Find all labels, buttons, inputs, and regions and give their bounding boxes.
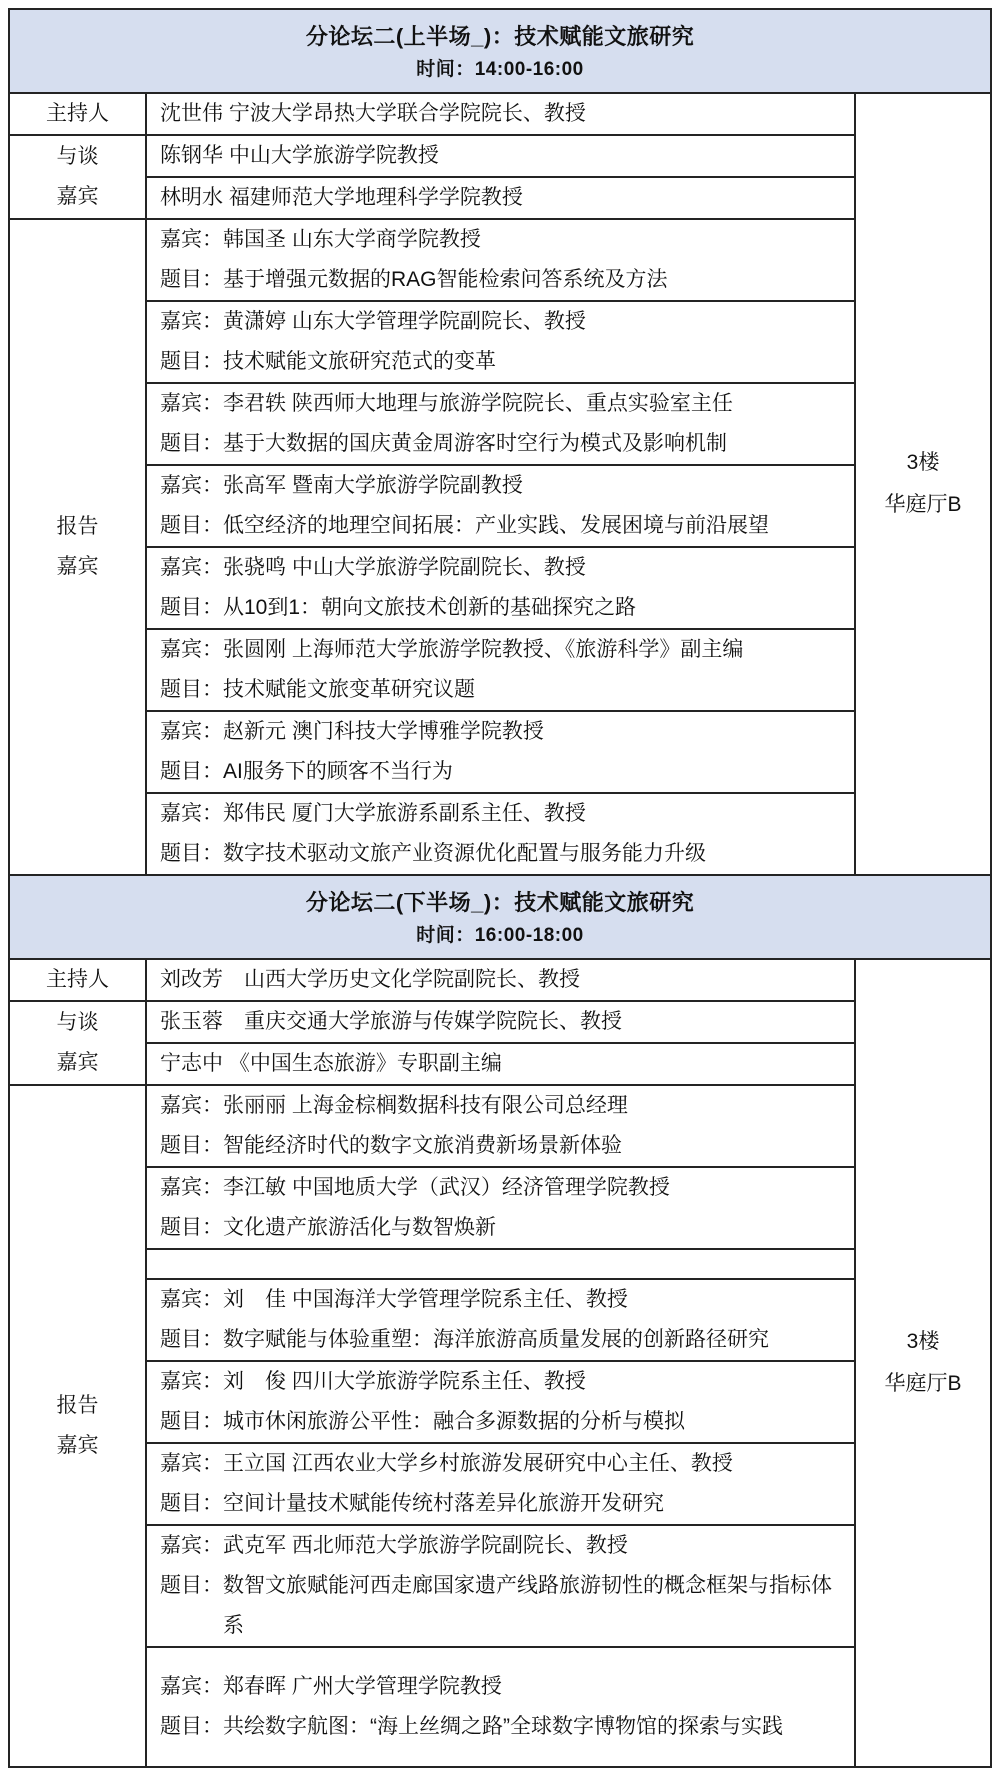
topic-prefix: 题目： [160, 350, 223, 373]
report-row [9, 629, 991, 711]
topic-text: 空间计量技术赋能传统村落差异化旅游开发研究 [223, 1492, 664, 1515]
report-row [9, 1647, 991, 1767]
guest-line [160, 220, 846, 260]
host-cell: 沈世伟 宁波大学昂热大学联合学院院长、教授 [146, 93, 855, 135]
guest-prefix: 嘉宾： [160, 310, 223, 333]
section-header-row [9, 875, 991, 959]
topic-line [160, 588, 846, 628]
topic-prefix: 题目： [160, 1216, 223, 1239]
label-line: 嘉宾 [56, 555, 99, 578]
topic-prefix: 题目： [160, 268, 223, 291]
topic-prefix: 题目： [160, 1574, 223, 1597]
topic-text: 技术赋能文旅变革研究议题 [223, 678, 475, 701]
report-cell [146, 301, 855, 383]
topic-text: 文化遗产旅游活化与数智焕新 [223, 1216, 496, 1239]
guest-name: 张圆刚 上海师范大学旅游学院教授、《旅游科学》副主编 [223, 638, 744, 661]
discussant-row [9, 1043, 991, 1085]
guest-line [160, 1280, 846, 1320]
report-cell [146, 1085, 855, 1167]
discussant-row [9, 177, 991, 219]
topic-line [160, 1126, 846, 1166]
section-time: 时间：16:00-18:00 [416, 925, 584, 946]
empty-report-cell [146, 1249, 855, 1279]
topic-line [160, 260, 846, 300]
discussant-cell: 陈钢华 中山大学旅游学院教授 [146, 135, 855, 177]
location-cell [855, 93, 991, 875]
guest-line [160, 1444, 846, 1484]
section-header [9, 875, 991, 959]
program-page [8, 8, 990, 1768]
host-cell: 刘改芳 山西大学历史文化学院副院长、教授 [146, 959, 855, 1001]
label-line: 报告 [56, 1394, 99, 1417]
location-room: 华庭厅B [884, 493, 962, 516]
guest-line [160, 1168, 846, 1208]
report-row [9, 547, 991, 629]
guest-prefix: 嘉宾： [160, 1675, 223, 1698]
location-floor: 3楼 [906, 451, 940, 474]
topic-prefix: 题目： [160, 760, 223, 783]
topic-text: 数智文旅赋能河西走廊国家遗产线路旅游韧性的概念框架与指标体系 [223, 1574, 832, 1637]
topic-text: 从10到1：朝向文旅技术创新的基础探究之路 [223, 596, 637, 619]
guest-line [160, 466, 846, 506]
location-cell [855, 959, 991, 1767]
guest-prefix: 嘉宾： [160, 556, 223, 579]
section-header [9, 9, 991, 93]
guest-line [160, 1362, 846, 1402]
topic-text: 数字赋能与体验重塑：海洋旅游高质量发展的创新路径研究 [223, 1328, 769, 1351]
topic-text: 共绘数字航图：“海上丝绸之路”全球数字博物馆的探索与实践 [223, 1715, 783, 1738]
guest-line [160, 1667, 846, 1707]
topic-line [160, 1566, 846, 1646]
guest-name: 郑伟民 厦门大学旅游系副系主任、教授 [223, 802, 586, 825]
host-label: 主持人 [9, 959, 146, 1001]
guest-name: 李君轶 陕西师大地理与旅游学院院长、重点实验室主任 [223, 392, 733, 415]
report-row [9, 219, 991, 301]
topic-text: 城市休闲旅游公平性：融合多源数据的分析与模拟 [223, 1410, 685, 1433]
guest-prefix: 嘉宾： [160, 720, 223, 743]
report-row [9, 301, 991, 383]
guest-name: 刘 佳 中国海洋大学管理学院系主任、教授 [223, 1288, 628, 1311]
topic-prefix: 题目： [160, 1134, 223, 1157]
guest-name: 赵新元 澳门科技大学博雅学院教授 [223, 720, 544, 743]
report-cell [146, 1647, 855, 1767]
section-title: 分论坛二(上半场_)：技术赋能文旅研究 [305, 24, 695, 49]
guest-line [160, 794, 846, 834]
topic-prefix: 题目： [160, 678, 223, 701]
guest-line [160, 712, 846, 752]
report-row [9, 1525, 991, 1647]
discussant-row [9, 135, 991, 177]
discussant-row [9, 1001, 991, 1043]
topic-line [160, 1484, 846, 1524]
guest-name: 黄潇婷 山东大学管理学院副院长、教授 [223, 310, 586, 333]
report-row [9, 465, 991, 547]
guest-prefix: 嘉宾： [160, 228, 223, 251]
guest-name: 武克军 西北师范大学旅游学院副院长、教授 [223, 1534, 628, 1557]
report-cell [146, 711, 855, 793]
report-cell [146, 1361, 855, 1443]
report-cell [146, 1443, 855, 1525]
topic-prefix: 题目： [160, 1492, 223, 1515]
guest-prefix: 嘉宾： [160, 1370, 223, 1393]
guest-prefix: 嘉宾： [160, 474, 223, 497]
report-cell [146, 547, 855, 629]
topic-text: 基于大数据的国庆黄金周游客时空行为模式及影响机制 [223, 432, 727, 455]
guest-prefix: 嘉宾： [160, 1452, 223, 1475]
topic-line [160, 1402, 846, 1442]
report-cell [146, 1525, 855, 1647]
report-cell [146, 1167, 855, 1249]
reporter-label [9, 1085, 146, 1767]
location-floor: 3楼 [906, 1330, 940, 1353]
topic-text: AI服务下的顾客不当行为 [223, 760, 453, 783]
report-row [9, 711, 991, 793]
topic-prefix: 题目： [160, 1410, 223, 1433]
discussant-cell: 宁志中 《中国生态旅游》专职副主编 [146, 1043, 855, 1085]
topic-line [160, 670, 846, 710]
guest-name: 韩国圣 山东大学商学院教授 [223, 228, 481, 251]
report-cell [146, 793, 855, 875]
label-line: 与谈 [56, 1011, 99, 1034]
guest-line [160, 548, 846, 588]
topic-text: 低空经济的地理空间拓展：产业实践、发展困境与前沿展望 [223, 514, 769, 537]
topic-prefix: 题目： [160, 432, 223, 455]
report-row [9, 793, 991, 875]
topic-text: 基于增强元数据的RAG智能检索问答系统及方法 [223, 268, 668, 291]
topic-prefix: 题目： [160, 1328, 223, 1351]
discussant-cell: 林明水 福建师范大学地理科学学院教授 [146, 177, 855, 219]
host-row [9, 93, 991, 135]
report-row [9, 1443, 991, 1525]
topic-line [160, 752, 846, 792]
discussant-cell: 张玉蓉 重庆交通大学旅游与传媒学院院长、教授 [146, 1001, 855, 1043]
guest-name: 王立国 江西农业大学乡村旅游发展研究中心主任、教授 [223, 1452, 733, 1475]
report-cell [146, 383, 855, 465]
guest-name: 张丽丽 上海金棕榈数据科技有限公司总经理 [223, 1094, 628, 1117]
topic-prefix: 题目： [160, 514, 223, 537]
guest-name: 李江敏 中国地质大学（武汉）经济管理学院教授 [223, 1176, 670, 1199]
report-row [9, 1085, 991, 1167]
guest-prefix: 嘉宾： [160, 1288, 223, 1311]
report-row [9, 1361, 991, 1443]
guest-line [160, 1526, 846, 1566]
topic-line [160, 834, 846, 874]
topic-line [160, 424, 846, 464]
guest-prefix: 嘉宾： [160, 638, 223, 661]
guest-prefix: 嘉宾： [160, 392, 223, 415]
report-row [9, 1167, 991, 1249]
label-line: 与谈 [56, 145, 99, 168]
guest-prefix: 嘉宾： [160, 802, 223, 825]
guest-name: 郑春晖 广州大学管理学院教授 [223, 1675, 502, 1698]
guest-name: 张骁鸣 中山大学旅游学院副院长、教授 [223, 556, 586, 579]
topic-text: 智能经济时代的数字文旅消费新场景新体验 [223, 1134, 622, 1157]
host-row [9, 959, 991, 1001]
empty-report-row [9, 1249, 991, 1279]
topic-line [160, 342, 846, 382]
guest-line [160, 630, 846, 670]
guest-prefix: 嘉宾： [160, 1534, 223, 1557]
label-line: 嘉宾 [56, 1051, 99, 1074]
topic-line [160, 1707, 846, 1747]
topic-prefix: 题目： [160, 1715, 223, 1738]
label-line: 嘉宾 [56, 185, 99, 208]
topic-line [160, 506, 846, 546]
guest-line [160, 384, 846, 424]
report-cell [146, 465, 855, 547]
location-room: 华庭厅B [884, 1372, 962, 1395]
discussant-label [9, 135, 146, 219]
reporter-label [9, 219, 146, 875]
report-cell [146, 629, 855, 711]
topic-prefix: 题目： [160, 842, 223, 865]
host-label: 主持人 [9, 93, 146, 135]
report-row [9, 1279, 991, 1361]
forum-table-first-half [8, 8, 992, 876]
section-title: 分论坛二(下半场_)：技术赋能文旅研究 [305, 890, 695, 915]
guest-name: 刘 俊 四川大学旅游学院系主任、教授 [223, 1370, 586, 1393]
topic-text: 技术赋能文旅研究范式的变革 [223, 350, 496, 373]
topic-line [160, 1320, 846, 1360]
section-header-row [9, 9, 991, 93]
guest-line [160, 1086, 846, 1126]
forum-table-second-half [8, 874, 992, 1768]
section-time: 时间：14:00-16:00 [416, 59, 584, 80]
label-line: 报告 [56, 515, 99, 538]
discussant-label [9, 1001, 146, 1085]
label-line: 嘉宾 [56, 1434, 99, 1457]
guest-name: 张高军 暨南大学旅游学院副教授 [223, 474, 523, 497]
report-cell [146, 219, 855, 301]
guest-prefix: 嘉宾： [160, 1094, 223, 1117]
report-cell [146, 1279, 855, 1361]
guest-line [160, 302, 846, 342]
topic-prefix: 题目： [160, 596, 223, 619]
report-row [9, 383, 991, 465]
guest-prefix: 嘉宾： [160, 1176, 223, 1199]
topic-line [160, 1208, 846, 1248]
topic-text: 数字技术驱动文旅产业资源优化配置与服务能力升级 [223, 842, 706, 865]
